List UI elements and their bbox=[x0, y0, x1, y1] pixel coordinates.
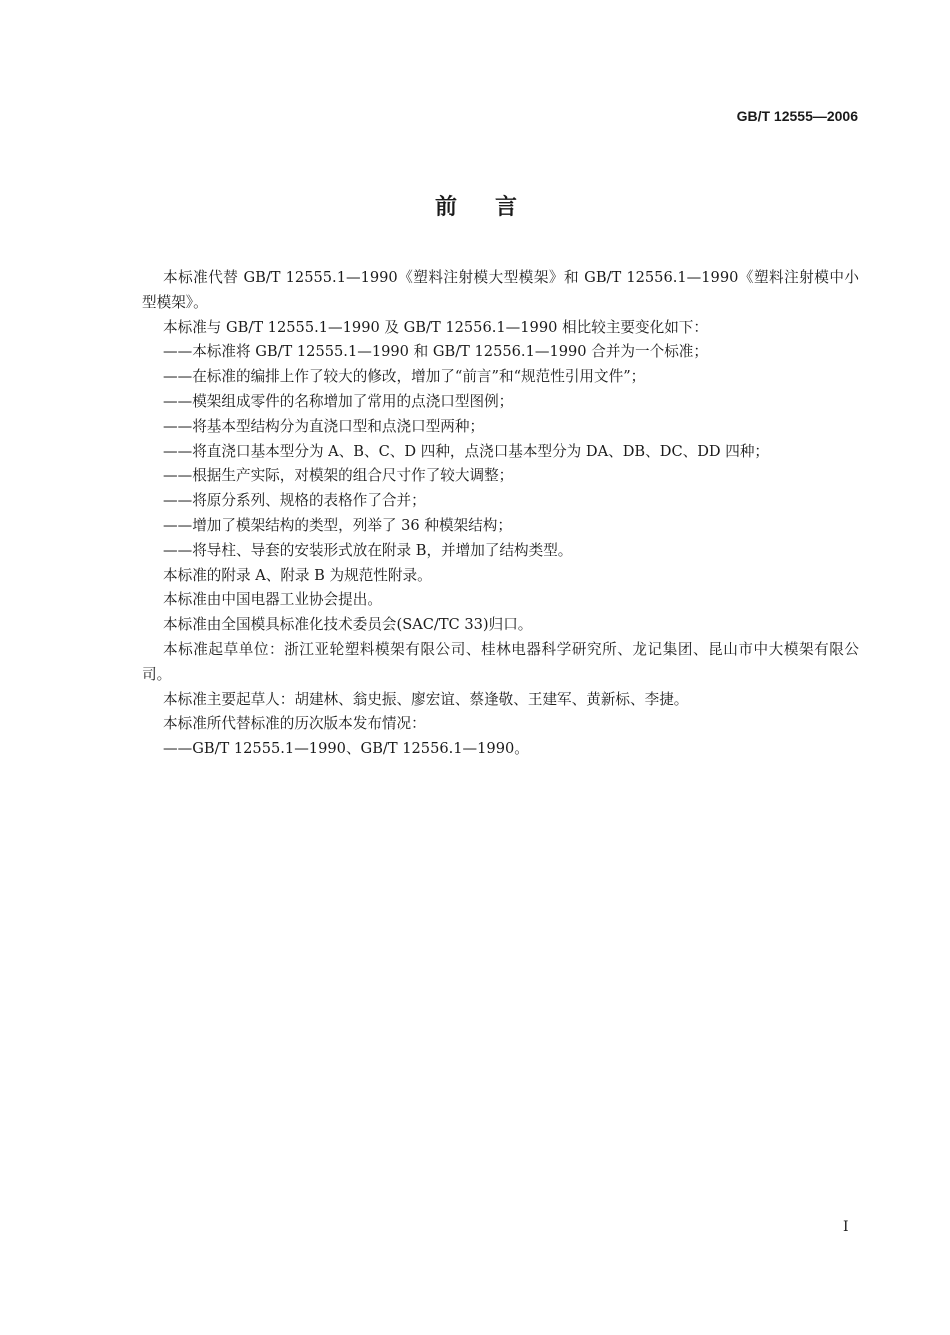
list-item: ——根据生产实际，对模架的组合尺寸作了较大调整； bbox=[163, 467, 514, 485]
paragraph: 本标准所代替标准的历次版本发布情况： bbox=[163, 715, 426, 733]
foreword-body bbox=[142, 266, 859, 762]
paragraph: 本标准主要起草人：胡建林、翁史振、廖宏谊、蔡逢敬、王建军、黄新标、李捷。 bbox=[163, 690, 689, 708]
list-item: ——本标准将 GB/T 12555.1—1990 和 GB/T 12556.1—1990 合并为一个标准； bbox=[163, 343, 708, 361]
list-item: ——在标准的编排上作了较大的修改，增加了“前言”和“规范性引用文件”； bbox=[163, 368, 646, 386]
list-item: ——增加了模架结构的类型，列举了 36 种模架结构； bbox=[163, 516, 512, 534]
list-item: ——将导柱、导套的安装形式放在附录 B，并增加了结构类型。 bbox=[163, 541, 573, 559]
paragraph: 本标准与 GB/T 12555.1—1990 及 GB/T 12556.1—1990 相比较主要变化如下： bbox=[163, 318, 708, 336]
page-title: 前言 bbox=[434, 195, 555, 220]
paragraph: 本标准代替 GB/T 12555.1—1990《塑料注射模大型模架》和 GB/T 12556.1—1990《塑料注射模中小型模架》。 bbox=[142, 269, 859, 311]
paragraph: 本标准由中国电器工业协会提出。 bbox=[163, 591, 382, 609]
paragraph: 本标准由全国模具标准化技术委员会(SAC/TC 33)归口。 bbox=[163, 616, 533, 634]
page-number: I bbox=[843, 1219, 849, 1235]
paragraph: 本标准起草单位：浙江亚轮塑料模架有限公司、桂林电器科学研究所、龙记集团、昆山市中大模架有限公司。 bbox=[142, 640, 859, 683]
list-item: ——GB/T 12555.1—1990、GB/T 12556.1—1990。 bbox=[163, 740, 529, 758]
list-item: ——将基本型结构分为直浇口型和点浇口型两种； bbox=[163, 417, 485, 435]
list-item: ——将原分系列、规格的表格作了合并； bbox=[163, 492, 426, 510]
list-item: ——将直浇口基本型分为 A、B、C、D 四种，点浇口基本型分为 DA、DB、DC、DD 四种； bbox=[163, 442, 770, 460]
standard-number-header: GB/T 12555—2006 bbox=[736, 108, 858, 124]
paragraph: 本标准的附录 A、附录 B 为规范性附录。 bbox=[163, 566, 432, 584]
list-item: ——模架组成零件的名称增加了常用的点浇口型图例； bbox=[163, 392, 514, 410]
